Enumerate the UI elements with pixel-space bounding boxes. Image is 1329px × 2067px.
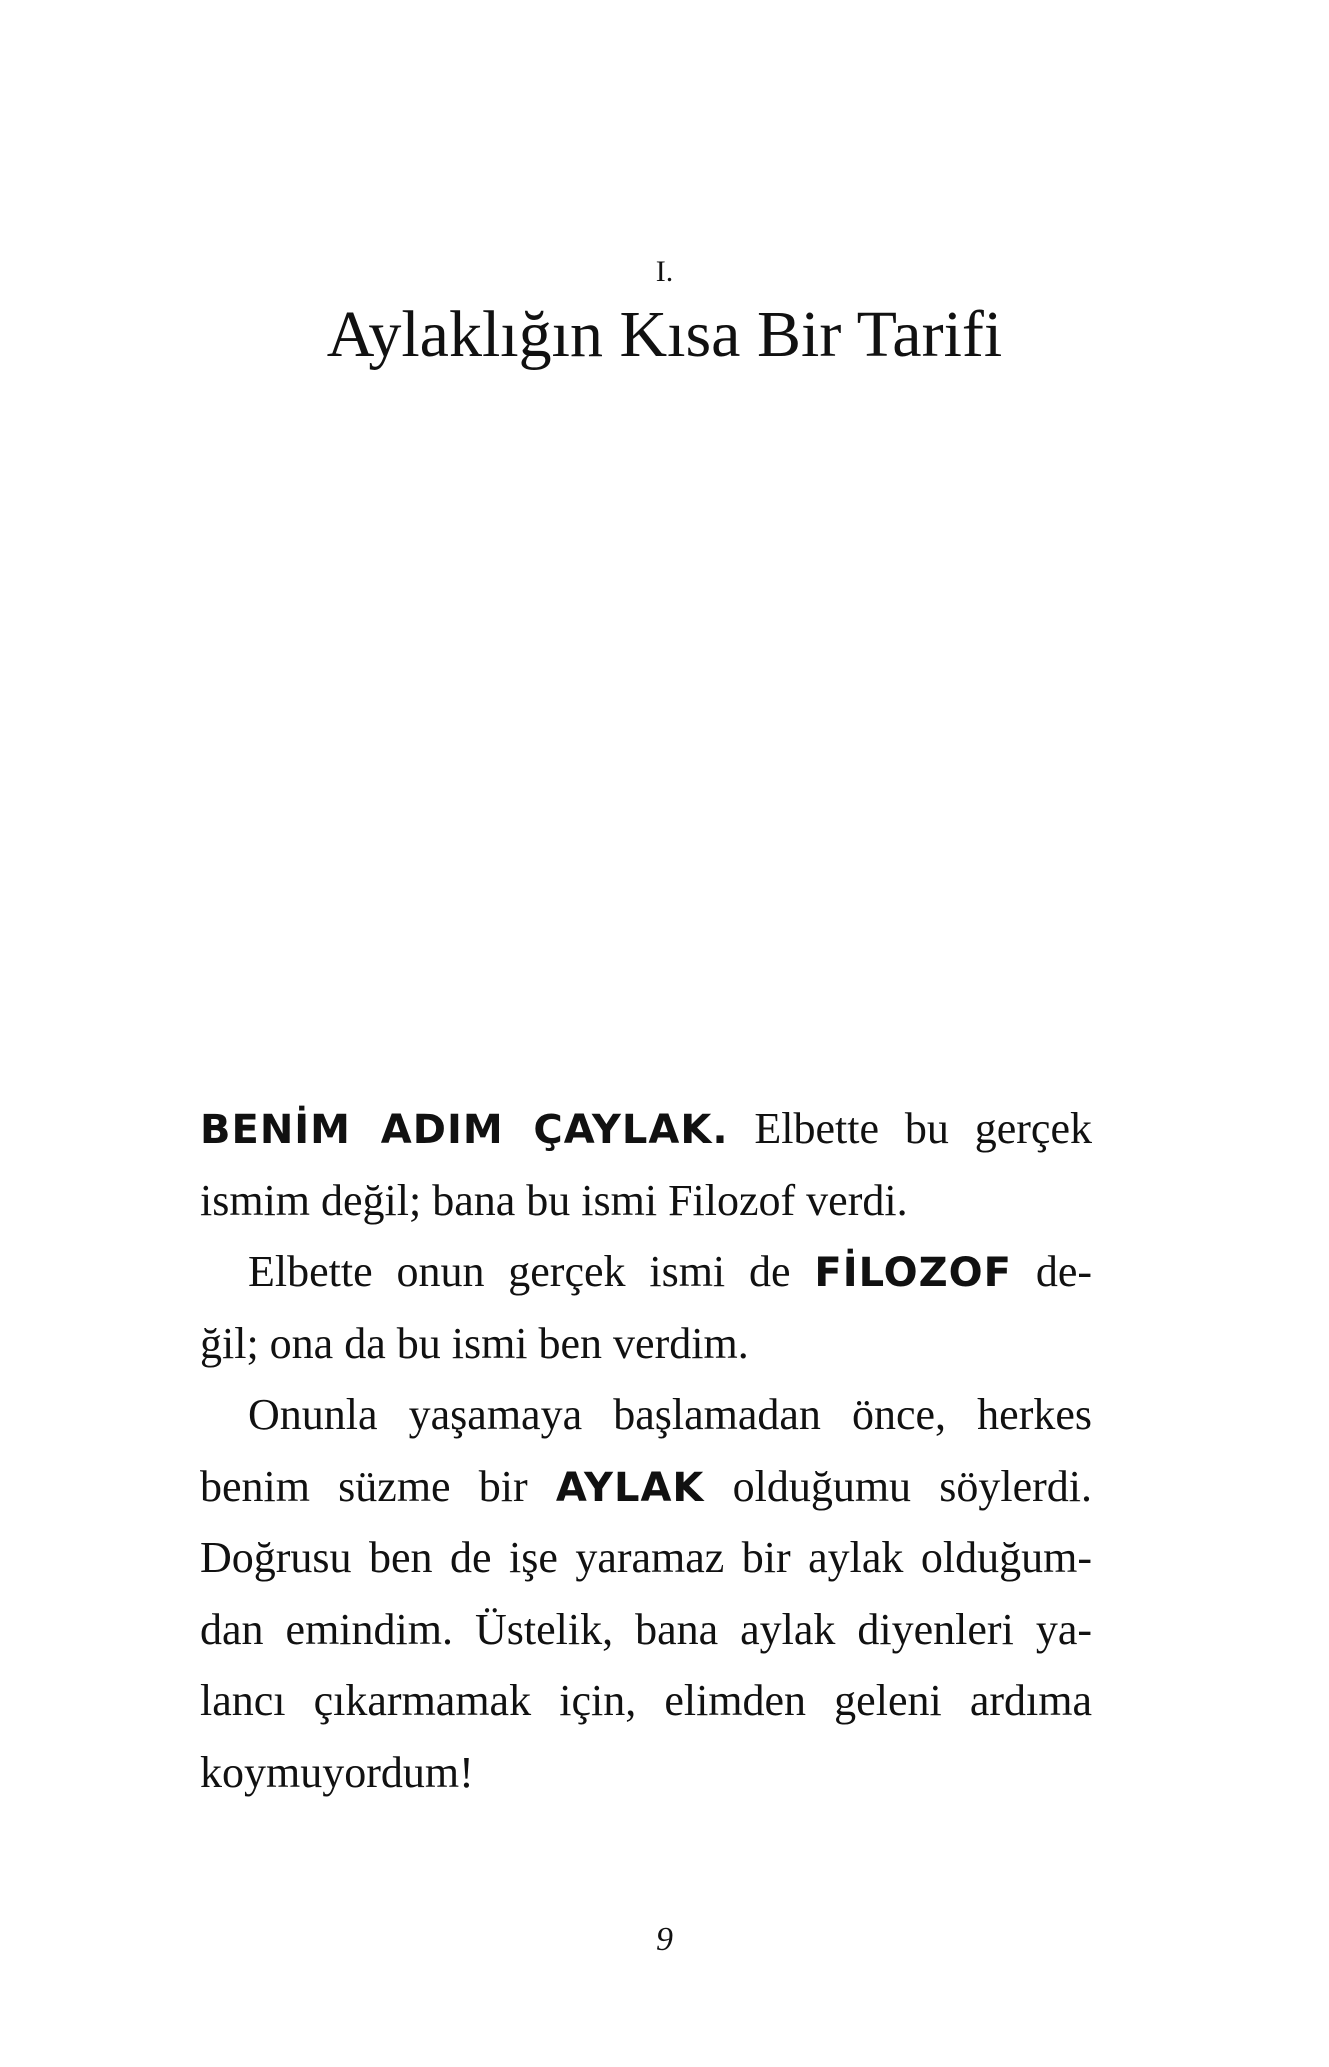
paragraph-1-line-2: ismim değil; bana bu ismi Filozof verdi. (200, 1175, 908, 1225)
paragraph-3-line-1: Onunla yaşamaya başlamadan önce, herkes (248, 1390, 1092, 1439)
chapter-number: I. (655, 255, 674, 288)
paragraph-3-line-6: koymuyordum! (200, 1747, 474, 1797)
opening-phrase: BENİM ADIM ÇAYLAK. (200, 1107, 729, 1153)
paragraph-1-line-1 (200, 1093, 1092, 1165)
page-number: 9 (656, 1921, 673, 1958)
paragraph-3-line-5: lancı çıkarmamak için, elimden geleni ardıma (200, 1676, 1092, 1725)
text-span: olduğumu söylerdi. (732, 1461, 1093, 1511)
paragraph-3-line-4: dan emindim. Üstelik, bana aylak diyenleri ya- (200, 1604, 1092, 1654)
paragraph-3-line-3: Doğrusu ben de işe yaramaz bir aylak olduğum- (200, 1533, 1092, 1582)
text-span: benim süzme bir (200, 1461, 528, 1511)
body-text (200, 1093, 1092, 1808)
emphasis-word-aylak: AYLAK (555, 1464, 705, 1511)
paragraph-3-line-2 (200, 1451, 1092, 1523)
text-span: de- (1035, 1247, 1093, 1296)
chapter-title: Aylaklığın Kısa Bir Tarifi (326, 298, 1003, 371)
emphasis-word-filozof: FİLOZOF (814, 1250, 1012, 1296)
paragraph-2-line-2: ğil; ona da bu ismi ben verdim. (200, 1318, 749, 1368)
text-span: Elbette bu gerçek (754, 1104, 1092, 1153)
paragraph-2-line-1 (200, 1236, 1092, 1308)
text-span: Elbette onun gerçek ismi de (248, 1247, 791, 1296)
